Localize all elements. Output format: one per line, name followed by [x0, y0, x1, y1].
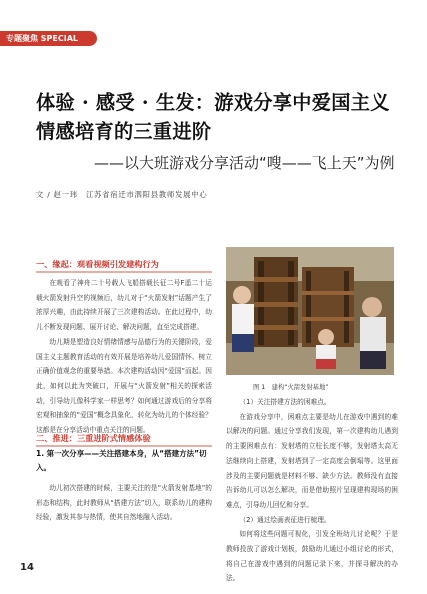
page-number: 14 [20, 562, 34, 573]
section-tag-label: 专题聚焦 SPECIAL [6, 34, 79, 43]
right-column-body [226, 395, 398, 586]
section-one-paragraph-1: 在观看了神舟二十号载人飞船搭载长征二号F遥二十运载火箭发射升空的视频后，幼儿对于“火箭发射”话题产生了浓厚兴趣，由此持续开展了三次建构活动。在此过程中，幼儿不断发现问题、展开讨论、解决问题，直至完成搭建。 [36, 279, 212, 332]
method-difficulty-heading: （1）关注搭建方法的困难点。 [239, 398, 331, 406]
section-two-body [36, 481, 212, 525]
section-two-subheading: 1. 第一次分享——关注搭建本身，从“搭建方法”切入。 [36, 449, 207, 472]
article-subtitle: ——以大班游戏分享活动“嗖——飞上天”为例 [94, 154, 395, 172]
section-one-paragraph-2: 幼儿期是塑造良好情绪情感与品德行为的关键阶段，爱国主义主题教育活动的有效开展是培养幼儿爱国情怀、树立正确价值观念的重要举措。本次建构活动因“爱国”而起。因此，如何以此为突破口，开展与“火箭发射”相关的探索活动，引导幼儿像科学家一样思考？如何通过游戏后的分享将宏观和抽象的“爱国”概念具象化，转化为幼儿的个体经验？这都是在分享活动中重点关注的问题。 [36, 337, 212, 435]
section-one-body [36, 276, 212, 438]
drawing-representation-heading: （2）通过绘画表征进行梳理。 [239, 515, 331, 524]
section-two-title: 二、推进：三重进阶式情感体验 [36, 433, 151, 443]
section-two-paragraph: 幼儿初次搭建的时候，主要关注的是“火箭发射基地”的形态和结构，此时教师从“搭建方法”切入，联系幼儿的建构经验，激发其参与热情，使其自然地融入活动。 [36, 484, 212, 522]
figure-1-caption: 图 1 建构“火箭发射基地” [253, 384, 329, 391]
section-one-title: 一、缘起：观看视频引发建构行为 [36, 259, 159, 269]
figure-1-photo [226, 247, 394, 375]
article-title-line-1: 体验 · 感受 · 生发：游戏分享中爱国主义 [36, 91, 390, 114]
drawing-representation-paragraph: 如何将这些问题可视化，引发全班幼儿讨论呢？于是教师投放了游戏计划板，鼓励幼儿通过小组讨论的形式，将自己在游戏中遇到的问题记录下来，并探寻解决的办法。 [226, 530, 398, 583]
section-tag [0, 31, 97, 46]
section-one-rule [36, 271, 212, 273]
rocket-base-photo-illustration [226, 247, 394, 375]
article-title-line-2: 情感培育的三重进阶 [36, 120, 212, 143]
article-byline: 文 / 赵一玮 江苏省宿迁市泗阳县教师发展中心 [36, 190, 208, 199]
method-difficulty-paragraph: 在游戏分享中，困难点主要是幼儿在游戏中遇到的难以解决的问题。通过分享我们发现，第一次建构幼儿遇到的主要困难点有：发射塔的立柱长度不够，发射塔太高无法继续向上搭建，发射塔到了一定高度会倒塌等。这里面涉及的主要问题就是材料不够、缺少方法。教师没有直接告诉幼儿可以怎么解决，而是借助照片呈现建构现场的困难点，引导幼儿回忆和分享。 [226, 412, 398, 509]
